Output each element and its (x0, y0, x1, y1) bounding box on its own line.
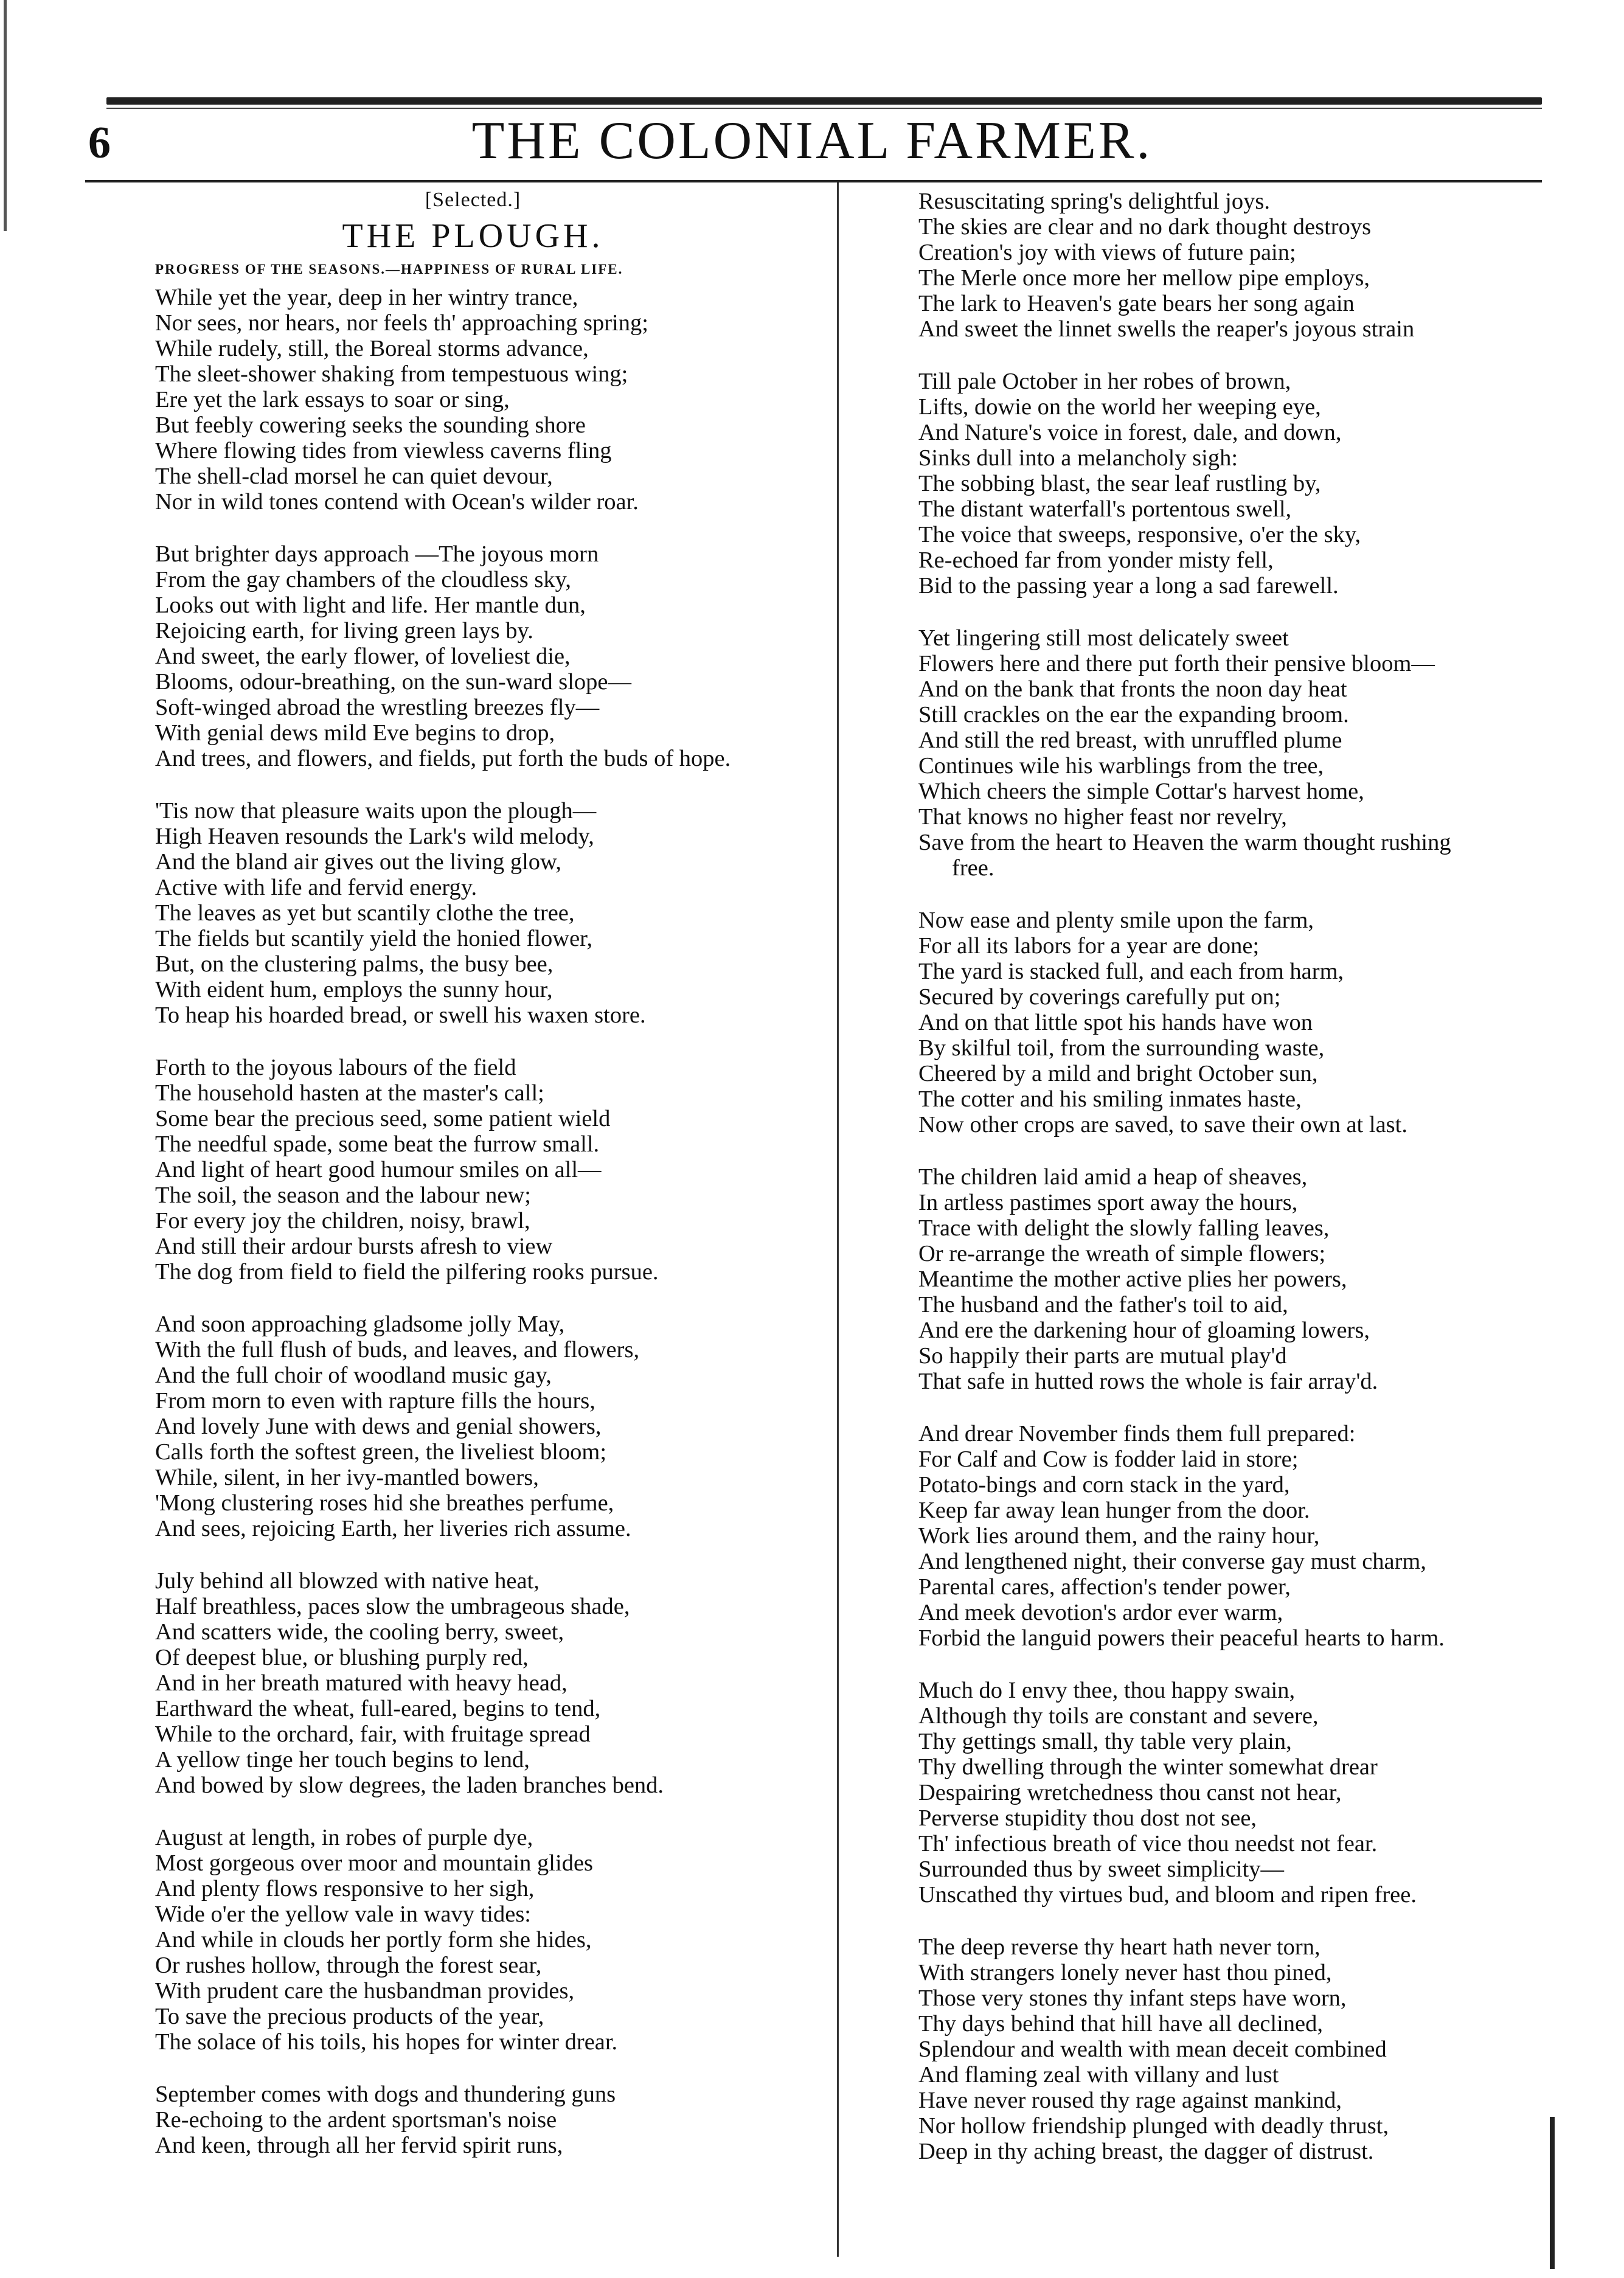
poem-line: Nor sees, nor hears, nor feels th' approaching spring; (155, 310, 648, 336)
stanza (155, 1311, 827, 1541)
poem-line: And sweet the linnet swells the reaper's joyous strain (918, 316, 1415, 342)
column-divider (837, 182, 839, 2257)
right-stanzas (918, 189, 1539, 2164)
poem-line: Active with life and fervid energy. (155, 875, 477, 900)
poem-line: Those very stones thy infant steps have worn, (918, 1985, 1347, 2011)
poem-line: Which cheers the simple Cottar's harvest home, (918, 779, 1364, 804)
poem-line: Trace with delight the slowly falling leaves, (918, 1215, 1330, 1241)
poem-line: Earthward the wheat, full-eared, begins to tend, (155, 1696, 601, 1721)
stanza (155, 285, 827, 515)
poem-line: And in her breath matured with heavy head, (155, 1670, 567, 1696)
poem-line: With eident hum, employs the sunny hour, (155, 977, 553, 1002)
poem-line: So happily their parts are mutual play'd (918, 1343, 1287, 1369)
stanza (155, 1055, 827, 1285)
poem-line: 'Mong clustering roses hid she breathes perfume, (155, 1490, 614, 1516)
poem-line: Surrounded thus by sweet simplicity— (918, 1856, 1284, 1882)
poem-line: Unscathed thy virtues bud, and bloom and ripen free. (918, 1882, 1417, 1908)
poem-line: And light of heart good humour smiles on all— (155, 1157, 602, 1182)
poem-line: The solace of his toils, his hopes for winter drear. (155, 2029, 618, 2055)
poem-line: To save the precious products of the year, (155, 2004, 544, 2029)
poem-line: Now other crops are saved, to save their own at last. (918, 1112, 1407, 1137)
poem-line: And soon approaching gladsome jolly May, (155, 1311, 565, 1337)
poem-line: Thy days behind that hill have all declined, (918, 2011, 1324, 2037)
poem-line: Yet lingering still most delicately sweet (918, 625, 1289, 651)
poem-line: From morn to even with rapture fills the hours, (155, 1388, 595, 1414)
poem-line: Now ease and plenty smile upon the farm, (918, 908, 1314, 933)
stanza (155, 798, 827, 1028)
stanza (155, 2082, 827, 2158)
poem-line: Save from the heart to Heaven the warm thought rushing (918, 830, 1451, 855)
poem-line: Where flowing tides from viewless caverns fling (155, 438, 612, 464)
top-rule (106, 97, 1542, 105)
poem-line: The voice that sweeps, responsive, o'er the sky, (918, 522, 1361, 547)
poem-line: Continues wile his warblings from the tree, (918, 753, 1324, 779)
poem-line: Nor hollow friendship plunged with deadly thrust, (918, 2113, 1389, 2139)
stanza (918, 1164, 1539, 1394)
poem-line: Lifts, dowie on the world her weeping eye, (918, 394, 1321, 420)
poem-line: But, on the clustering palms, the busy bee, (155, 951, 553, 977)
poem-line: Re-echoing to the ardent sportsman's noise (155, 2107, 557, 2133)
poem-line: Blooms, odour-breathing, on the sun-ward slope— (155, 669, 632, 695)
poem-line: In artless pastimes sport away the hours, (918, 1190, 1298, 1215)
poem-line: Keep far away lean hunger from the door. (918, 1498, 1310, 1523)
stanza (918, 1678, 1539, 1908)
poem-line: That knows no higher feast nor revelry, (918, 804, 1287, 830)
poem-line: September comes with dogs and thundering guns (155, 2082, 616, 2107)
poem-line: And plenty flows responsive to her sigh, (155, 1876, 535, 1901)
poem-line: Much do I envy thee, thou happy swain, (918, 1678, 1296, 1703)
poem-line: The shell-clad morsel he can quiet devour, (155, 464, 553, 489)
poem-line: The sleet-shower shaking from tempestuous wing; (155, 361, 628, 387)
poem-line: Wide o'er the yellow vale in wavy tides: (155, 1901, 531, 1927)
poem-line: August at length, in robes of purple dye, (155, 1825, 533, 1850)
poem-line: Most gorgeous over moor and mountain glides (155, 1850, 594, 1876)
stanza (918, 1421, 1539, 1651)
poem-line: Forth to the joyous labours of the field (155, 1055, 516, 1080)
poem-line: The dog from field to field the pilfering rooks pursue. (155, 1259, 659, 1285)
poem-line: The children laid amid a heap of sheaves, (918, 1164, 1308, 1190)
poem-line: From the gay chambers of the cloudless sky, (155, 567, 571, 592)
stanza (155, 1568, 827, 1798)
stanza (918, 369, 1539, 599)
poem-line: Cheered by a mild and bright October sun, (918, 1061, 1318, 1086)
poem-line: Or re-arrange the wreath of simple flowers; (918, 1241, 1326, 1266)
poem-line: For every joy the children, noisy, brawl, (155, 1208, 530, 1234)
top-rule-thin (106, 108, 1542, 109)
poem-line: Flowers here and there put forth their pensive bloom— (918, 651, 1435, 676)
poem-line: For all its labors for a year are done; (918, 933, 1260, 959)
poem-line: And ere the darkening hour of gloaming lowers, (918, 1318, 1370, 1343)
page-edge-mark (1550, 2117, 1555, 2269)
poem-line: The fields but scantily yield the honied flower, (155, 926, 593, 951)
poem-title: THE PLOUGH. (342, 217, 604, 255)
poem-line: The leaves as yet but scantily clothe the tree, (155, 900, 575, 926)
poem-line: And while in clouds her portly form she hides, (155, 1927, 592, 1953)
poem-line: While, silent, in her ivy-mantled bowers, (155, 1465, 539, 1490)
poem-line: free. (952, 855, 994, 881)
poem-line: Or rushes hollow, through the forest sear, (155, 1953, 542, 1978)
right-column (918, 189, 1539, 2191)
poem-line: Deep in thy aching breast, the dagger of distrust. (918, 2139, 1374, 2164)
source-note: [Selected.] (425, 189, 521, 211)
poem-line: And Nature's voice in forest, dale, and down, (918, 420, 1342, 445)
poem-line: And flaming zeal with villany and lust (918, 2062, 1279, 2088)
poem-line: July behind all blowzed with native heat, (155, 1568, 540, 1594)
poem-line: But brighter days approach —The joyous morn (155, 541, 599, 567)
header-rule (85, 180, 1542, 182)
poem-line: Meantime the mother active plies her powers, (918, 1266, 1347, 1292)
poem-line: And still the red breast, with unruffled plume (918, 728, 1342, 753)
poem-line: Till pale October in her robes of brown, (918, 369, 1291, 394)
poem-line: Half breathless, paces slow the umbrageous shade, (155, 1594, 630, 1619)
poem-line: Bid to the passing year a long a sad farewell. (918, 573, 1339, 599)
poem-line: Nor in wild tones contend with Ocean's wilder roar. (155, 489, 639, 515)
poem-line: The household hasten at the master's call; (155, 1080, 544, 1106)
poem-line: With the full flush of buds, and leaves, and flowers, (155, 1337, 640, 1363)
poem-line: Looks out with light and life. Her mantle dun, (155, 592, 586, 618)
poem-line: And lovely June with dews and genial showers, (155, 1414, 602, 1439)
poem-line: By skilful toil, from the surrounding waste, (918, 1035, 1325, 1061)
poem-line: With genial dews mild Eve begins to drop, (155, 720, 555, 746)
poem-line: Some bear the precious seed, some patient wield (155, 1106, 611, 1131)
poem-subtitle: PROGRESS OF THE SEASONS.—HAPPINESS OF RURAL LIFE. (155, 262, 623, 277)
stanza (918, 1934, 1539, 2164)
poem-line: Re-echoed far from yonder misty fell, (918, 547, 1274, 573)
poem-line: While to the orchard, fair, with fruitage spread (155, 1721, 591, 1747)
masthead-title: THE COLONIAL FARMER. (471, 111, 1153, 170)
poem-line: The lark to Heaven's gate bears her song again (918, 291, 1355, 316)
poem-line: The husband and the father's toil to aid, (918, 1292, 1288, 1318)
poem-line: Splendour and wealth with mean deceit combined (918, 2037, 1387, 2062)
poem-line: And drear November finds them full prepared: (918, 1421, 1356, 1446)
stanza (918, 908, 1539, 1137)
poem-line: Potato-bings and corn stack in the yard, (918, 1472, 1290, 1498)
poem-line: While yet the year, deep in her wintry trance, (155, 285, 578, 310)
left-stanzas (155, 285, 827, 2158)
poem-line: Creation's joy with views of future pain; (918, 240, 1296, 265)
poem-line: Although thy toils are constant and severe, (918, 1703, 1319, 1729)
poem-line: Work lies around them, and the rainy hour, (918, 1523, 1320, 1549)
poem-line: And on that little spot his hands have won (918, 1010, 1313, 1035)
poem-line: That safe in hutted rows the whole is fair array'd. (918, 1369, 1378, 1394)
poem-line: Still crackles on the ear the expanding broom. (918, 702, 1349, 728)
poem-line: Sinks dull into a melancholy sigh: (918, 445, 1238, 471)
poem-line: And lengthened night, their converse gay must charm, (918, 1549, 1427, 1574)
poem-line: And bowed by slow degrees, the laden branches bend. (155, 1773, 664, 1798)
poem-line: Thy dwelling through the winter somewhat drear (918, 1754, 1378, 1780)
poem-line: To heap his hoarded bread, or swell his waxen store. (155, 1002, 646, 1028)
poem-line: Of deepest blue, or blushing purply red, (155, 1645, 529, 1670)
poem-line: Soft-winged abroad the wrestling breezes fly— (155, 695, 600, 720)
poem-line: Th' infectious breath of vice thou needst not fear. (918, 1831, 1378, 1856)
poem-line: The soil, the season and the labour new; (155, 1182, 531, 1208)
poem-line: And meek devotion's ardor ever warm, (918, 1600, 1283, 1625)
stanza (918, 625, 1539, 881)
poem-line: With prudent care the husbandman provides, (155, 1978, 575, 2004)
poem-line: The sobbing blast, the sear leaf rustling by, (918, 471, 1321, 496)
poem-line: Forbid the languid powers their peaceful hearts to harm. (918, 1625, 1445, 1651)
poem-line: And sweet, the early flower, of loveliest die, (155, 644, 571, 669)
poem-line: And on the bank that fronts the noon day heat (918, 676, 1347, 702)
poem-line: The Merle once more her mellow pipe employs, (918, 265, 1370, 291)
poem-line: Calls forth the softest green, the liveliest bloom; (155, 1439, 607, 1465)
poem-line: Secured by coverings carefully put on; (918, 984, 1281, 1010)
poem-line: And still their ardour bursts afresh to view (155, 1234, 553, 1259)
stanza (155, 1825, 827, 2055)
poem-line: The skies are clear and no dark thought destroys (918, 214, 1372, 240)
poem-line: A yellow tinge her touch begins to lend, (155, 1747, 530, 1773)
poem-line: Parental cares, affection's tender power, (918, 1574, 1291, 1600)
poem-line: And sees, rejoicing Earth, her liveries rich assume. (155, 1516, 631, 1541)
poem-line: The cotter and his smiling inmates haste, (918, 1086, 1302, 1112)
poem-line: And keen, through all her fervid spirit runs, (155, 2133, 563, 2158)
poem-line: The needful spade, some beat the furrow small. (155, 1131, 600, 1157)
poem-line: And scatters wide, the cooling berry, sweet, (155, 1619, 564, 1645)
page-number: 6 (88, 118, 111, 168)
poem-line: High Heaven resounds the Lark's wild melody, (155, 824, 594, 849)
poem-line: Resuscitating spring's delightful joys. (918, 189, 1270, 214)
left-column (155, 189, 827, 2185)
poem-line: Ere yet the lark essays to soar or sing, (155, 387, 510, 412)
poem-line: And the bland air gives out the living glow, (155, 849, 561, 875)
poem-line: For Calf and Cow is fodder laid in store; (918, 1446, 1299, 1472)
poem-line: Rejoicing earth, for living green lays by. (155, 618, 533, 644)
poem-line: The distant waterfall's portentous swell, (918, 496, 1292, 522)
poem-line: While rudely, still, the Boreal storms advance, (155, 336, 589, 361)
stanza (155, 541, 827, 771)
poem-line: Thy gettings small, thy table very plain, (918, 1729, 1292, 1754)
poem-line: 'Tis now that pleasure waits upon the plough— (155, 798, 597, 824)
poem-line: But feebly cowering seeks the sounding shore (155, 412, 586, 438)
poem-line: With strangers lonely never hast thou pined, (918, 1960, 1332, 1985)
poem-line: Perverse stupidity thou dost not see, (918, 1805, 1257, 1831)
poem-line: The yard is stacked full, and each from harm, (918, 959, 1344, 984)
poem-line: And trees, and flowers, and fields, put forth the buds of hope. (155, 746, 731, 771)
poem-line: Have never roused thy rage against mankind, (918, 2088, 1342, 2113)
poem-line: The deep reverse thy heart hath never torn, (918, 1934, 1320, 1960)
poem-line: And the full choir of woodland music gay, (155, 1363, 552, 1388)
poem-line: Despairing wretchedness thou canst not hear, (918, 1780, 1342, 1805)
stanza (918, 189, 1539, 342)
